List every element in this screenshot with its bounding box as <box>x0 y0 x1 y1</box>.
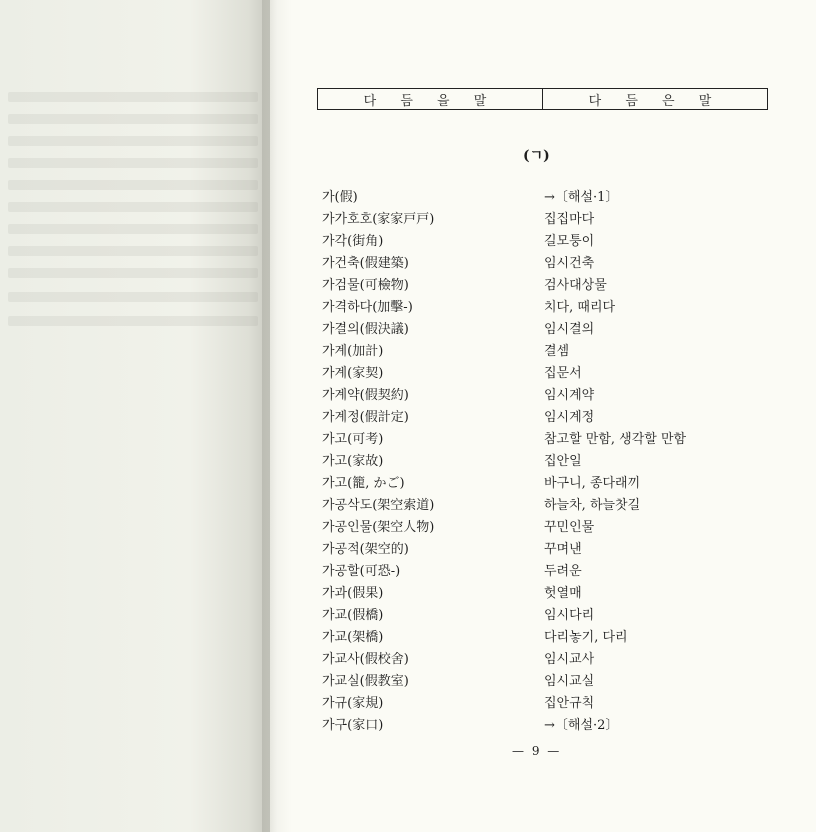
section-title: (ㄱ) <box>523 148 550 164</box>
list-item <box>322 184 742 206</box>
entry-term: 가교사(假校舍) <box>322 651 409 667</box>
entry-definition: 길모퉁이 <box>544 233 595 249</box>
entry-definition: 바구니, 종다래끼 <box>544 475 641 491</box>
entry-term: 가고(籠, かご) <box>322 475 405 491</box>
list-item <box>322 690 742 712</box>
entry-definition: 다리놓기, 다리 <box>544 629 628 645</box>
entry-term: 가계(家契) <box>322 365 384 381</box>
list-item <box>322 404 742 426</box>
entry-definition: →〔해설·2〕 <box>544 717 619 733</box>
entry-definition: →〔해설·1〕 <box>544 189 619 205</box>
entry-term: 가건축(假建築) <box>322 255 409 271</box>
list-item <box>322 492 742 514</box>
list-item <box>322 646 742 668</box>
entry-term: 가검물(可檢物) <box>322 277 409 293</box>
entry-term: 가구(家口) <box>322 717 384 733</box>
entry-term: 가공할(可恐-) <box>322 563 401 579</box>
entry-term: 가교실(假教室) <box>322 673 409 689</box>
entry-definition: 임시교사 <box>544 651 595 667</box>
entry-definition: 검사대상물 <box>544 277 607 293</box>
entry-term: 가고(家故) <box>322 453 384 469</box>
entry-definition: 임시건축 <box>544 255 595 271</box>
entry-definition: 꾸며낸 <box>544 541 582 557</box>
list-item <box>322 536 742 558</box>
entry-term: 가공인물(架空人物) <box>322 519 435 535</box>
list-item <box>322 602 742 624</box>
list-item <box>322 360 742 382</box>
entry-definition: 집문서 <box>544 365 582 381</box>
list-item <box>322 426 742 448</box>
entry-term: 가가호호(家家戸戸) <box>322 211 435 227</box>
entry-term: 가계정(假計定) <box>322 409 409 425</box>
entry-definition: 임시다리 <box>544 607 595 623</box>
list-item <box>322 382 742 404</box>
entry-term: 가계(加計) <box>322 343 384 359</box>
list-item <box>322 316 742 338</box>
entry-term: 가교(架橋) <box>322 629 384 645</box>
entry-definition: 참고할 만함, 생각할 만함 <box>544 431 687 447</box>
list-item <box>322 668 742 690</box>
entry-definition: 집안규칙 <box>544 695 595 711</box>
entry-definition: 하늘차, 하늘찻길 <box>544 497 641 513</box>
entry-term: 가공적(架空的) <box>322 541 409 557</box>
entry-definition: 집집마다 <box>544 211 595 227</box>
entry-definition: 치다, 때리다 <box>544 299 616 315</box>
list-item <box>322 624 742 646</box>
entry-term: 가고(可考) <box>322 431 384 447</box>
entry-definition: 결셈 <box>544 343 570 359</box>
entry-term: 가(假) <box>322 189 358 205</box>
entry-term: 가결의(假決議) <box>322 321 409 337</box>
list-item <box>322 206 742 228</box>
entry-definition: 집안일 <box>544 453 582 469</box>
entry-term: 가격하다(加擊-) <box>322 299 413 315</box>
list-item <box>322 580 742 602</box>
entry-term: 가계약(假契約) <box>322 387 409 403</box>
entry-definition: 임시결의 <box>544 321 595 337</box>
column-header-table <box>317 88 768 110</box>
entry-term: 가교(假橋) <box>322 607 384 623</box>
entry-definition: 헛열매 <box>544 585 582 601</box>
entry-definition: 임시교실 <box>544 673 595 689</box>
list-item <box>322 294 742 316</box>
list-item <box>322 250 742 272</box>
entry-term: 가규(家規) <box>322 695 384 711</box>
header-refined-term: 다 듬 은 말 <box>542 89 767 109</box>
entry-definition: 꾸민인물 <box>544 519 595 535</box>
list-item <box>322 558 742 580</box>
list-item <box>322 470 742 492</box>
list-item <box>322 514 742 536</box>
entry-definition: 두려운 <box>544 563 582 579</box>
list-item <box>322 228 742 250</box>
list-item <box>322 338 742 360</box>
list-item <box>322 272 742 294</box>
entry-term: 가과(假果) <box>322 585 384 601</box>
left-page-bleed <box>0 0 270 832</box>
entry-definition: 임시계약 <box>544 387 595 403</box>
list-item <box>322 448 742 470</box>
header-original-term: 다 듬 을 말 <box>363 93 497 109</box>
page-number: — 9 — <box>512 744 562 758</box>
entry-list <box>322 184 742 734</box>
list-item <box>322 712 742 734</box>
entry-term: 가각(街角) <box>322 233 384 249</box>
entry-definition: 임시계정 <box>544 409 595 425</box>
entry-term: 가공삭도(架空索道) <box>322 497 435 513</box>
